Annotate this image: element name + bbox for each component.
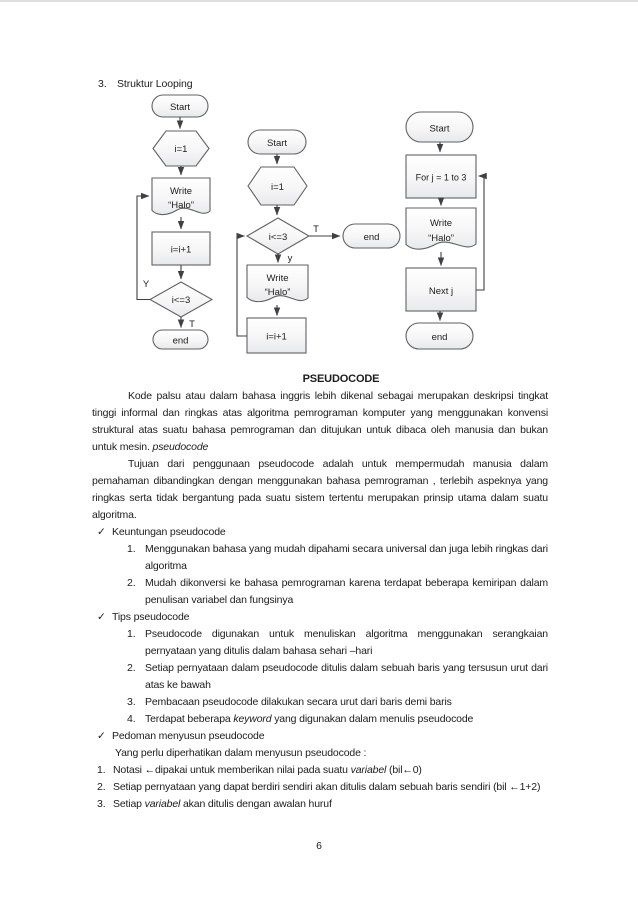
flowchart-while-pre-test (237, 130, 400, 353)
paragraph-definition (92, 388, 548, 456)
increment-label: i=i+1 (266, 331, 287, 343)
write-label-line2: “Halo” (168, 200, 194, 211)
item-run: akan ditulis dengan awalan huruf (180, 798, 332, 810)
item-text: Pseudocode digunakan untuk menuliskan algoritma menggunakan serangkaian pernyataan yang ditulis dalam bahasa sehari –hari (145, 628, 548, 657)
flowchart-while-post-test (137, 95, 212, 349)
item-text: Pembacaan pseudocode dilakukan secara urut dari baris demi baris (145, 696, 452, 708)
item-number: 1. (127, 628, 136, 640)
list-item (92, 541, 548, 575)
italic-term: variabel (144, 798, 181, 810)
item-text: Menggunakan bahasa yang mudah dipahami secara universal dan juga lebih ringkas dari algoritma (145, 543, 548, 572)
check-icon: ✓ (97, 526, 106, 538)
paragraph-text: Kode palsu atau dalam bahasa inggris lebih dikenal sebagai merupakan deskripsi tingkat tinggi informal dan ringkas atas algoritma pemrograman komputer yang menggunakan konvensi struktural atas suatu bahasa pemrograman dan ditujukan untuk dibaca oleh manusia dan bukan untuk mesin. (92, 390, 548, 453)
write-label-line2: “Halo” (428, 233, 454, 244)
start-label: Start (266, 138, 288, 149)
item-number: 3. (127, 696, 136, 708)
checklist-label: Pedoman menyusun pseudocode (112, 730, 265, 742)
checklist-pedoman (92, 728, 548, 745)
condition-label: i<=3 (171, 295, 191, 306)
yes-branch-label: y (287, 253, 293, 264)
loop-back-connector (237, 236, 247, 336)
pseudocode-section (92, 371, 548, 813)
end-label: end (431, 332, 448, 343)
page-top-border (0, 0, 638, 2)
item-number: 3. (97, 798, 106, 810)
condition-label: i<=3 (268, 232, 288, 243)
item-text: Mudah dikonversi ke bahasa pemrograman karena terdapat beberapa kemiripan dalam penulisan variabel dan fungsinya (145, 577, 548, 606)
init-label: i=1 (271, 182, 284, 193)
write-label-line2: “Halo” (264, 287, 291, 298)
pedoman-intro: Yang perlu diperhatikan dalam menyusun pseudocode : (115, 747, 367, 759)
item-run: Notasi ←dipakai untuk memberikan nilai pada suatu (113, 764, 351, 776)
list-item (92, 660, 548, 694)
item-number: 4. (127, 713, 136, 725)
check-icon: ✓ (97, 730, 106, 742)
checklist-label: Tips pseudocode (112, 611, 190, 623)
item-text (113, 796, 332, 813)
true-branch-label: T (313, 224, 319, 235)
loop-back-connector (476, 176, 484, 290)
list-item (92, 626, 548, 660)
item-run: Setiap (113, 798, 145, 810)
item-number: 2. (97, 781, 106, 793)
item-run: yang digunakan dalam menulis pseudocode (271, 713, 474, 725)
section-title: Struktur Looping (117, 78, 193, 90)
item-run: (bil←0) (386, 764, 422, 776)
flowchart-for-loop (406, 112, 484, 349)
for-label: For j = 1 to 3 (415, 172, 467, 183)
item-text: Setiap pernyataan yang dapat berdiri sendiri akan ditulis dalam sebuah baris sendiri (bil ←1+2) (113, 781, 541, 793)
start-label: Start (169, 102, 191, 113)
italic-term: pseudocode (152, 441, 209, 453)
init-label: i=1 (174, 144, 188, 155)
item-number: 1. (127, 543, 136, 555)
checklist-label: Keuntungan pseudocode (112, 526, 226, 538)
write-label-line1: Write (430, 218, 452, 229)
list-item (92, 694, 548, 711)
item-number: 1. (97, 764, 106, 776)
write-label-line1: Write (266, 273, 289, 284)
check-icon: ✓ (97, 611, 106, 623)
checklist-keuntungan (92, 524, 548, 541)
section-number: 3. (98, 78, 107, 90)
italic-term: keyword (233, 713, 272, 725)
next-label: Next j (428, 286, 454, 297)
item-text (145, 711, 473, 728)
end-label: end (363, 232, 380, 243)
page-number: 6 (316, 840, 322, 852)
rule-item (92, 779, 548, 796)
exit-true-label: T (189, 319, 195, 330)
list-item (92, 575, 548, 609)
rule-item (92, 762, 548, 779)
item-number: 2. (127, 577, 136, 589)
start-label: Start (429, 123, 450, 135)
item-run: Terdapat beberapa (145, 713, 234, 725)
checklist-tips (92, 609, 548, 626)
flowchart-diagram (0, 88, 638, 370)
increment-label: i=i+1 (170, 244, 192, 256)
loop-yes-label: Y (142, 279, 150, 290)
list-item (92, 711, 548, 728)
rule-item (92, 796, 548, 813)
item-text (113, 762, 422, 779)
item-number: 2. (127, 662, 136, 674)
pseudocode-title: PSEUDOCODE (302, 373, 380, 385)
write-label-line1: Write (170, 186, 192, 197)
paragraph-purpose: Tujuan dari penggunaan pseudocode adalah untuk mempermudah manusia dalam pemahaman dibandingkan dengan menggunakan bahasa pemrograman , terlebih aspeknya yang ringkas serta tidak bergantung pada suatu sistem tertentu merupakan prinsip utama dalam suatu algoritma. (92, 458, 548, 521)
item-text: Setiap pernyataan dalam pseudocode ditulis dalam sebuah baris yang tersusun urut dari atas ke bawah (145, 662, 548, 691)
end-label: end (172, 335, 189, 347)
italic-term: variabel (350, 764, 387, 776)
